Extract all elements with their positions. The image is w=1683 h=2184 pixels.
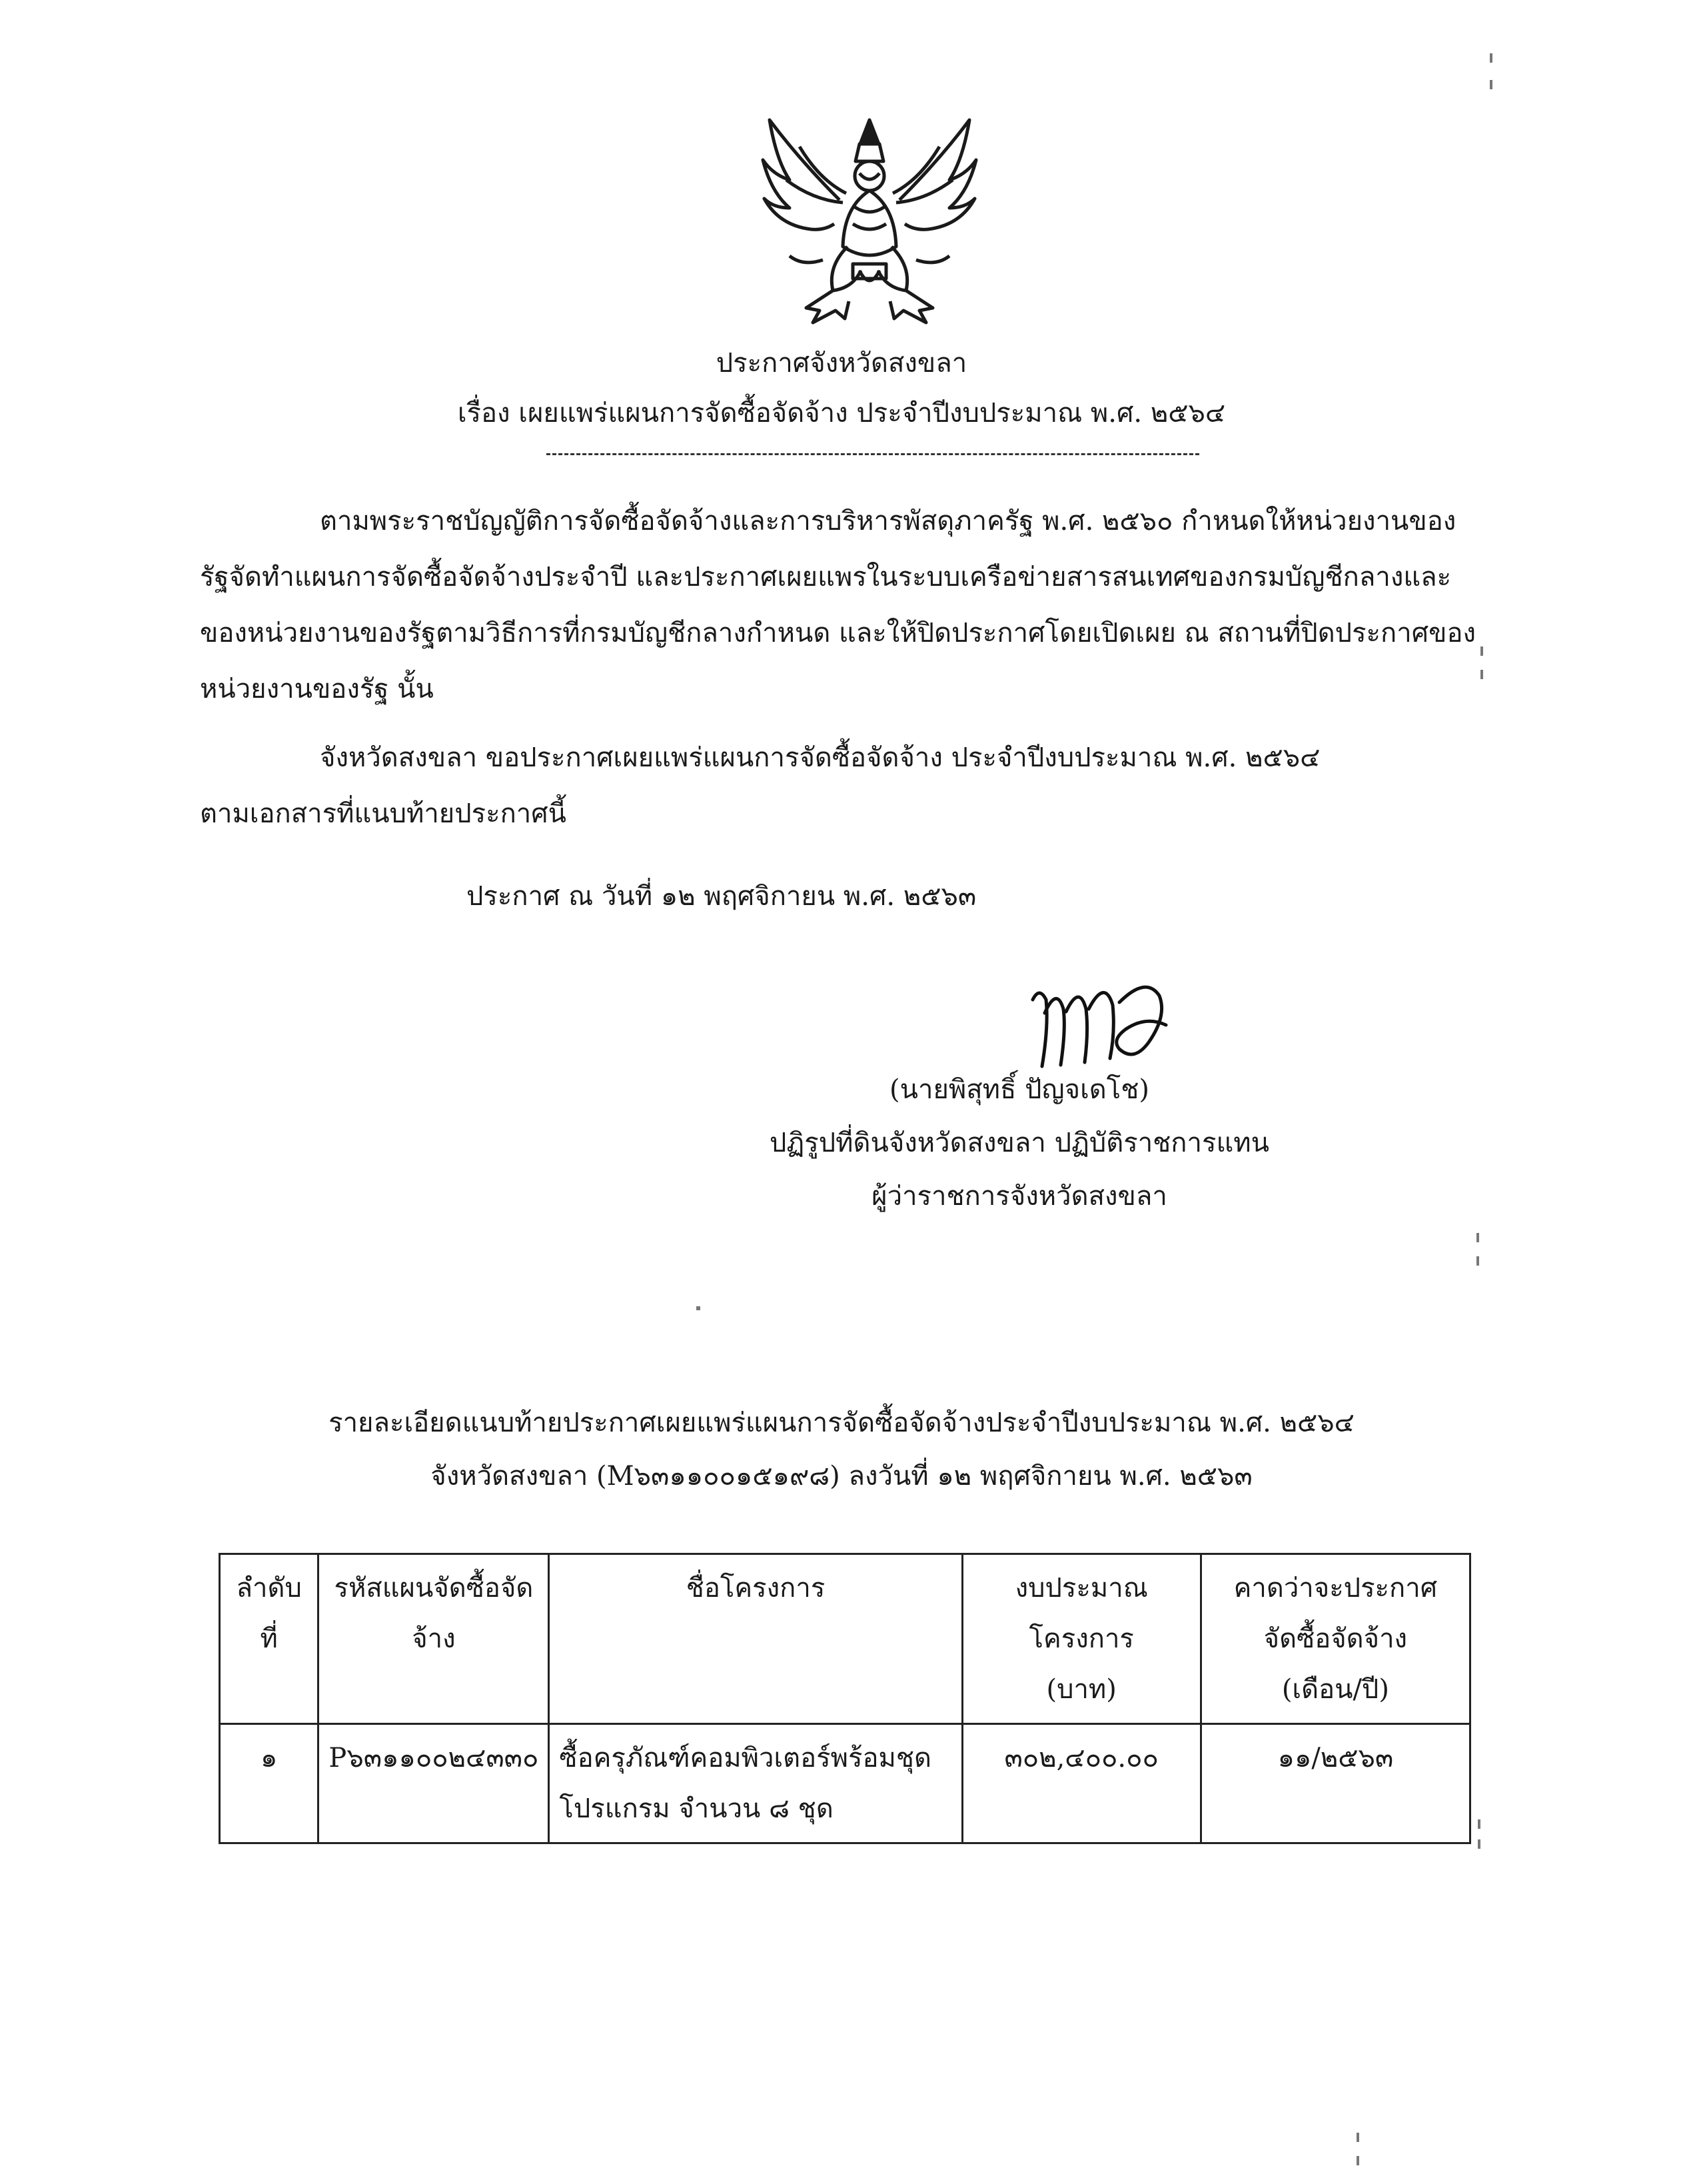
attachment-title: รายละเอียดแนบท้ายประกาศเผยแพร่แผนการจัดซื้อจัดจ้างประจำปีงบประมาณ พ.ศ. ๒๕๖๔ [328,1408,1355,1438]
scan-speck [1490,53,1492,63]
cell-no: ๑ [220,1724,318,1843]
header-text: รหัสแผนจัดซื้อจัด [334,1573,534,1604]
header-no [220,1554,318,1724]
header-text: ชื่อโครงการ [686,1573,826,1604]
dashed-divider [546,453,1199,455]
procurement-plan-table [219,1553,1471,1844]
cell-budget: ๓๐๒,๔๐๐.๐๐ [962,1724,1201,1843]
signer-position-line1: ปฏิรูปที่ดินจังหวัดสงขลา ปฏิบัติราชการแทน [770,1128,1269,1158]
garuda-emblem-icon [760,107,979,327]
scan-speck [696,1306,700,1310]
header-text: (บาท) [1046,1674,1117,1705]
header-text: จัดซื้อจัดจ้าง [1263,1624,1408,1654]
scan-speck [1490,80,1492,89]
header-text: คาดว่าจะประกาศ [1233,1573,1438,1604]
header-text: (เดือน/ปี) [1281,1674,1389,1705]
scan-speck [1476,1233,1479,1242]
header-expected-date [1201,1554,1470,1724]
header-budget [962,1554,1201,1724]
paragraph1-line: รัฐจัดทำแผนการจัดซื้อจัดจ้างประจำปี และประกาศเผยแพรในระบบเครือข่ายสารสนเทศของกรมบัญชีกลางและ [200,562,1452,592]
paragraph1-line: ของหน่วยงานของรัฐตามวิธีการที่กรมบัญชีกลางกำหนด และให้ปิดประกาศโดยเปิดเผย ณ สถานที่ปิดประกาศของ [200,618,1476,648]
header-text: โครงการ [1029,1624,1134,1654]
handwritten-signature [1019,973,1193,1073]
project-name-line: โปรแกรม จำนวน ๘ ชุด [559,1793,834,1824]
header-text: จ้าง [412,1624,456,1654]
table-header-row [220,1554,1470,1724]
paragraph2-line: จังหวัดสงขลา ขอประกาศเผยแพร่แผนการจัดซื้อจัดจ้าง ประจำปีงบประมาณ พ.ศ. ๒๕๖๔ [320,742,1321,773]
announcement-subject: เรื่อง เผยแพร่แผนการจัดซื้อจัดจ้าง ประจำปีงบประมาณ พ.ศ. ๒๕๖๔ [457,398,1226,429]
attachment-reference: จังหวัดสงขลา (M๖๓๑๑๐๐๑๕๑๙๘) ลงวันที่ ๑๒ พฤศจิกายน พ.ศ. ๒๕๖๓ [430,1461,1253,1492]
announcement-title: ประกาศจังหวัดสงขลา [716,348,967,379]
scan-speck [1357,2133,1359,2142]
scan-speck [1478,1839,1480,1849]
header-project-name [549,1554,962,1724]
scan-speck [1357,2156,1359,2165]
scan-speck [1480,670,1483,679]
signer-position-line2: ผู้ว่าราชการจังหวัดสงขลา [871,1181,1167,1212]
header-text: งบประมาณ [1015,1573,1148,1604]
paragraph1-line: ตามพระราชบัญญัติการจัดซื้อจัดจ้างและการบริหารพัสดุภาครัฐ พ.ศ. ๒๕๖๐ กำหนดให้หน่วยงานของ [320,506,1456,537]
scan-speck [1480,646,1483,656]
paragraph1-line: หน่วยงานของรัฐ นั้น [200,674,434,704]
project-name-line: ซื้อครุภัณฑ์คอมพิวเตอร์พร้อมชุด [559,1743,932,1773]
cell-plan-code: P๖๓๑๑๐๐๒๔๓๓๐ [318,1724,549,1843]
cell-project-name [549,1724,962,1843]
cell-expected-date: ๑๑/๒๕๖๓ [1201,1724,1470,1843]
scan-speck [1476,1256,1479,1266]
signer-name: (นายพิสุทธิ์ ปัญจเดโช) [889,1074,1149,1105]
table-row [220,1724,1470,1843]
header-plan-code [318,1554,549,1724]
scan-speck [1478,1819,1480,1829]
announcement-date: ประกาศ ณ วันที่ ๑๒ พฤศจิกายน พ.ศ. ๒๕๖๓ [466,881,977,912]
header-text: ที่ [260,1624,278,1654]
header-text: ลำดับ [236,1573,302,1604]
paragraph2-line: ตามเอกสารที่แนบท้ายประกาศนี้ [200,798,566,829]
